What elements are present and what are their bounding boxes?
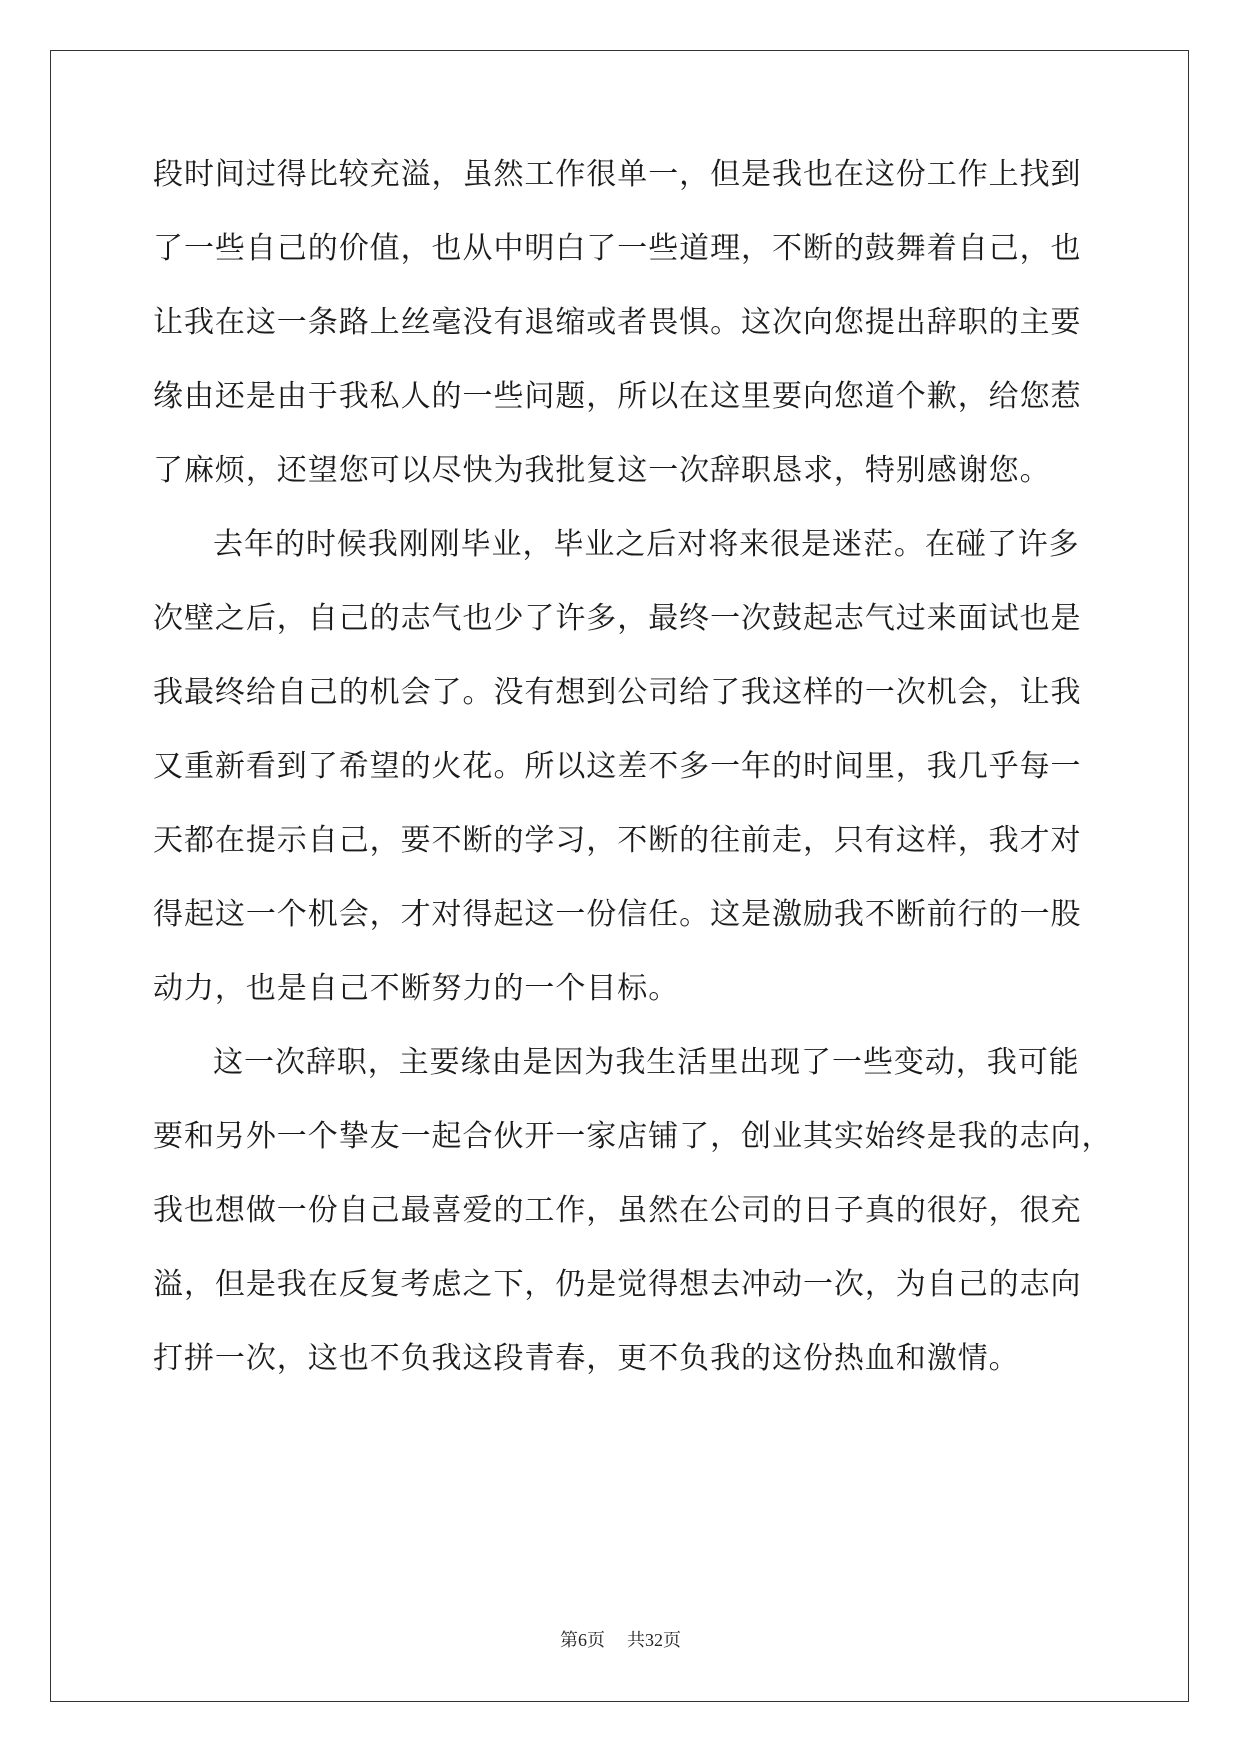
paragraph-first-line: 这一次辞职，主要缘由是因为我生活里出现了一些变动，我可能 (213, 1045, 1080, 1080)
paragraph-first-line: 去年的时候我刚刚毕业，毕业之后对将来很是迷茫。在碰了许多 (213, 527, 1080, 562)
text-line: 我最终给自己的机会了。没有想到公司给了我这样的一次机会，让我 (153, 675, 1082, 710)
page-number: 第6页 (560, 1630, 605, 1650)
text-line: 了麻烦，还望您可以尽快为我批复这一次辞职恳求，特别感谢您。 (153, 453, 1051, 488)
text-line: 得起这一个机会，才对得起这一份信任。这是激励我不断前行的一股 (153, 897, 1082, 932)
text-line: 缘由还是由于我私人的一些问题，所以在这里要向您道个歉，给您惹 (153, 379, 1082, 414)
text-line: 让我在这一条路上丝毫没有退缩或者畏惧。这次向您提出辞职的主要 (153, 305, 1082, 340)
text-line: 天都在提示自己，要不断的学习，不断的往前走，只有这样，我才对 (153, 823, 1082, 858)
text-line: 又重新看到了希望的火花。所以这差不多一年的时间里，我几乎每一 (153, 749, 1082, 784)
text-line: 溢，但是我在反复考虑之下，仍是觉得想去冲动一次，为自己的志向 (153, 1267, 1082, 1302)
text-line: 打拼一次，这也不负我这段青春，更不负我的这份热血和激情。 (153, 1341, 1020, 1376)
text-line: 动力，也是自己不断努力的一个目标。 (153, 971, 680, 1006)
text-line: 要和另外一个挚友一起合伙开一家店铺了，创业其实始终是我的志向， (153, 1119, 1113, 1154)
text-line: 我也想做一份自己最喜爱的工作，虽然在公司的日子真的很好，很充 (153, 1193, 1082, 1228)
total-pages: 共32页 (627, 1630, 681, 1650)
text-line: 了一些自己的价值，也从中明白了一些道理，不断的鼓舞着自己，也 (153, 231, 1082, 266)
text-line: 次壁之后，自己的志气也少了许多，最终一次鼓起志气过来面试也是 (153, 601, 1082, 636)
page-footer (0, 1629, 1241, 1651)
page-frame (50, 50, 1189, 1702)
text-line: 段时间过得比较充溢，虽然工作很单一，但是我也在这份工作上找到 (153, 157, 1082, 192)
